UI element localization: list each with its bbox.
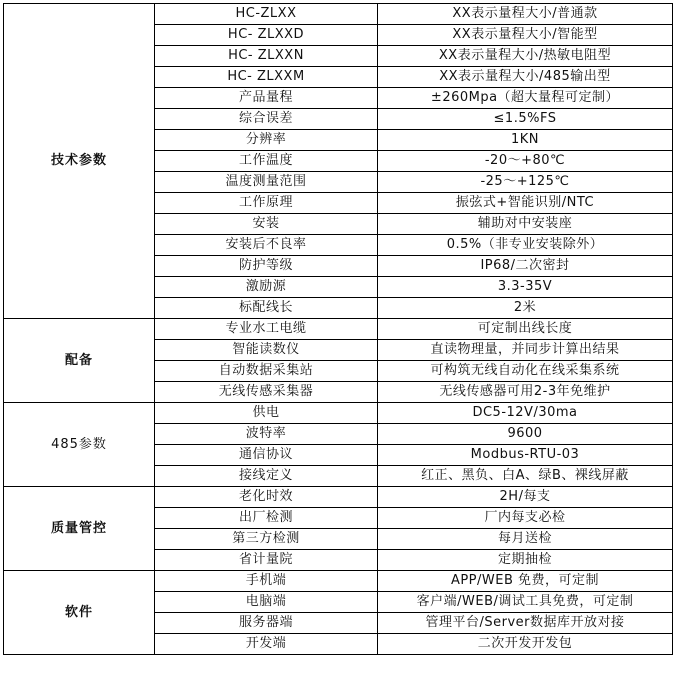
param-name-cell: 工作原理 <box>155 193 378 214</box>
param-name-cell: 温度测量范围 <box>155 172 378 193</box>
category-cell: 技术参数 <box>4 4 155 319</box>
param-value-cell: 厂内每支必检 <box>378 508 673 529</box>
param-value-cell: 0.5%（非专业安装除外） <box>378 235 673 256</box>
param-name-cell: 省计量院 <box>155 550 378 571</box>
param-name-cell: 激励源 <box>155 277 378 298</box>
spec-table-body <box>4 4 673 655</box>
param-name-cell: 安装 <box>155 214 378 235</box>
param-name-cell: 产品量程 <box>155 88 378 109</box>
param-name-cell: 第三方检测 <box>155 529 378 550</box>
param-value-cell: XX表示量程大小/普通款 <box>378 4 673 25</box>
param-name-cell: 开发端 <box>155 634 378 655</box>
param-value-cell: 9600 <box>378 424 673 445</box>
param-value-cell: 1KN <box>378 130 673 151</box>
param-value-cell: XX表示量程大小/热敏电阻型 <box>378 46 673 67</box>
param-value-cell: 每月送检 <box>378 529 673 550</box>
param-name-cell: 智能读数仪 <box>155 340 378 361</box>
table-row <box>4 487 673 508</box>
param-name-cell: 手机端 <box>155 571 378 592</box>
param-value-cell: Modbus-RTU-03 <box>378 445 673 466</box>
param-name-cell: 综合误差 <box>155 109 378 130</box>
param-name-cell: 防护等级 <box>155 256 378 277</box>
param-name-cell: 服务器端 <box>155 613 378 634</box>
param-value-cell: 可定制出线长度 <box>378 319 673 340</box>
table-row <box>4 403 673 424</box>
param-name-cell: 波特率 <box>155 424 378 445</box>
category-cell: 配备 <box>4 319 155 403</box>
param-name-cell: 无线传感采集器 <box>155 382 378 403</box>
param-name-cell: HC- ZLXXD <box>155 25 378 46</box>
param-value-cell: 可构筑无线自动化在线采集系统 <box>378 361 673 382</box>
param-value-cell: DC5-12V/30ma <box>378 403 673 424</box>
param-value-cell: 振弦式+智能识别/NTC <box>378 193 673 214</box>
param-name-cell: 电脑端 <box>155 592 378 613</box>
param-value-cell: XX表示量程大小/智能型 <box>378 25 673 46</box>
param-name-cell: 安装后不良率 <box>155 235 378 256</box>
param-name-cell: 分辨率 <box>155 130 378 151</box>
param-value-cell: XX表示量程大小/485输出型 <box>378 67 673 88</box>
param-value-cell: 2H/每支 <box>378 487 673 508</box>
param-value-cell: 3.3-35V <box>378 277 673 298</box>
param-name-cell: 通信协议 <box>155 445 378 466</box>
spec-table <box>3 3 673 655</box>
table-row <box>4 4 673 25</box>
table-row <box>4 571 673 592</box>
param-name-cell: 自动数据采集站 <box>155 361 378 382</box>
table-row <box>4 319 673 340</box>
param-name-cell: 老化时效 <box>155 487 378 508</box>
param-value-cell: 二次开发开发包 <box>378 634 673 655</box>
param-name-cell: 标配线长 <box>155 298 378 319</box>
param-name-cell: 接线定义 <box>155 466 378 487</box>
param-name-cell: HC- ZLXXM <box>155 67 378 88</box>
param-name-cell: HC- ZLXXN <box>155 46 378 67</box>
param-value-cell: 红正、黑负、白A、绿B、裸线屏蔽 <box>378 466 673 487</box>
param-value-cell: 客户端/WEB/调试工具免费，可定制 <box>378 592 673 613</box>
param-value-cell: 辅助对中安装座 <box>378 214 673 235</box>
param-value-cell: -25～+125℃ <box>378 172 673 193</box>
param-value-cell: ≤1.5%FS <box>378 109 673 130</box>
param-name-cell: 供电 <box>155 403 378 424</box>
param-value-cell: ±260Mpa（超大量程可定制） <box>378 88 673 109</box>
param-name-cell: 出厂检测 <box>155 508 378 529</box>
param-value-cell: 直读物理量，并同步计算出结果 <box>378 340 673 361</box>
category-cell: 软件 <box>4 571 155 655</box>
param-name-cell: 工作温度 <box>155 151 378 172</box>
param-name-cell: 专业水工电缆 <box>155 319 378 340</box>
param-name-cell: HC-ZLXX <box>155 4 378 25</box>
param-value-cell: APP/WEB 免费，可定制 <box>378 571 673 592</box>
param-value-cell: IP68/二次密封 <box>378 256 673 277</box>
param-value-cell: -20～+80℃ <box>378 151 673 172</box>
param-value-cell: 管理平台/Server数据库开放对接 <box>378 613 673 634</box>
param-value-cell: 2米 <box>378 298 673 319</box>
category-cell: 485参数 <box>4 403 155 487</box>
category-cell: 质量管控 <box>4 487 155 571</box>
param-value-cell: 无线传感器可用2-3年免维护 <box>378 382 673 403</box>
param-value-cell: 定期抽检 <box>378 550 673 571</box>
